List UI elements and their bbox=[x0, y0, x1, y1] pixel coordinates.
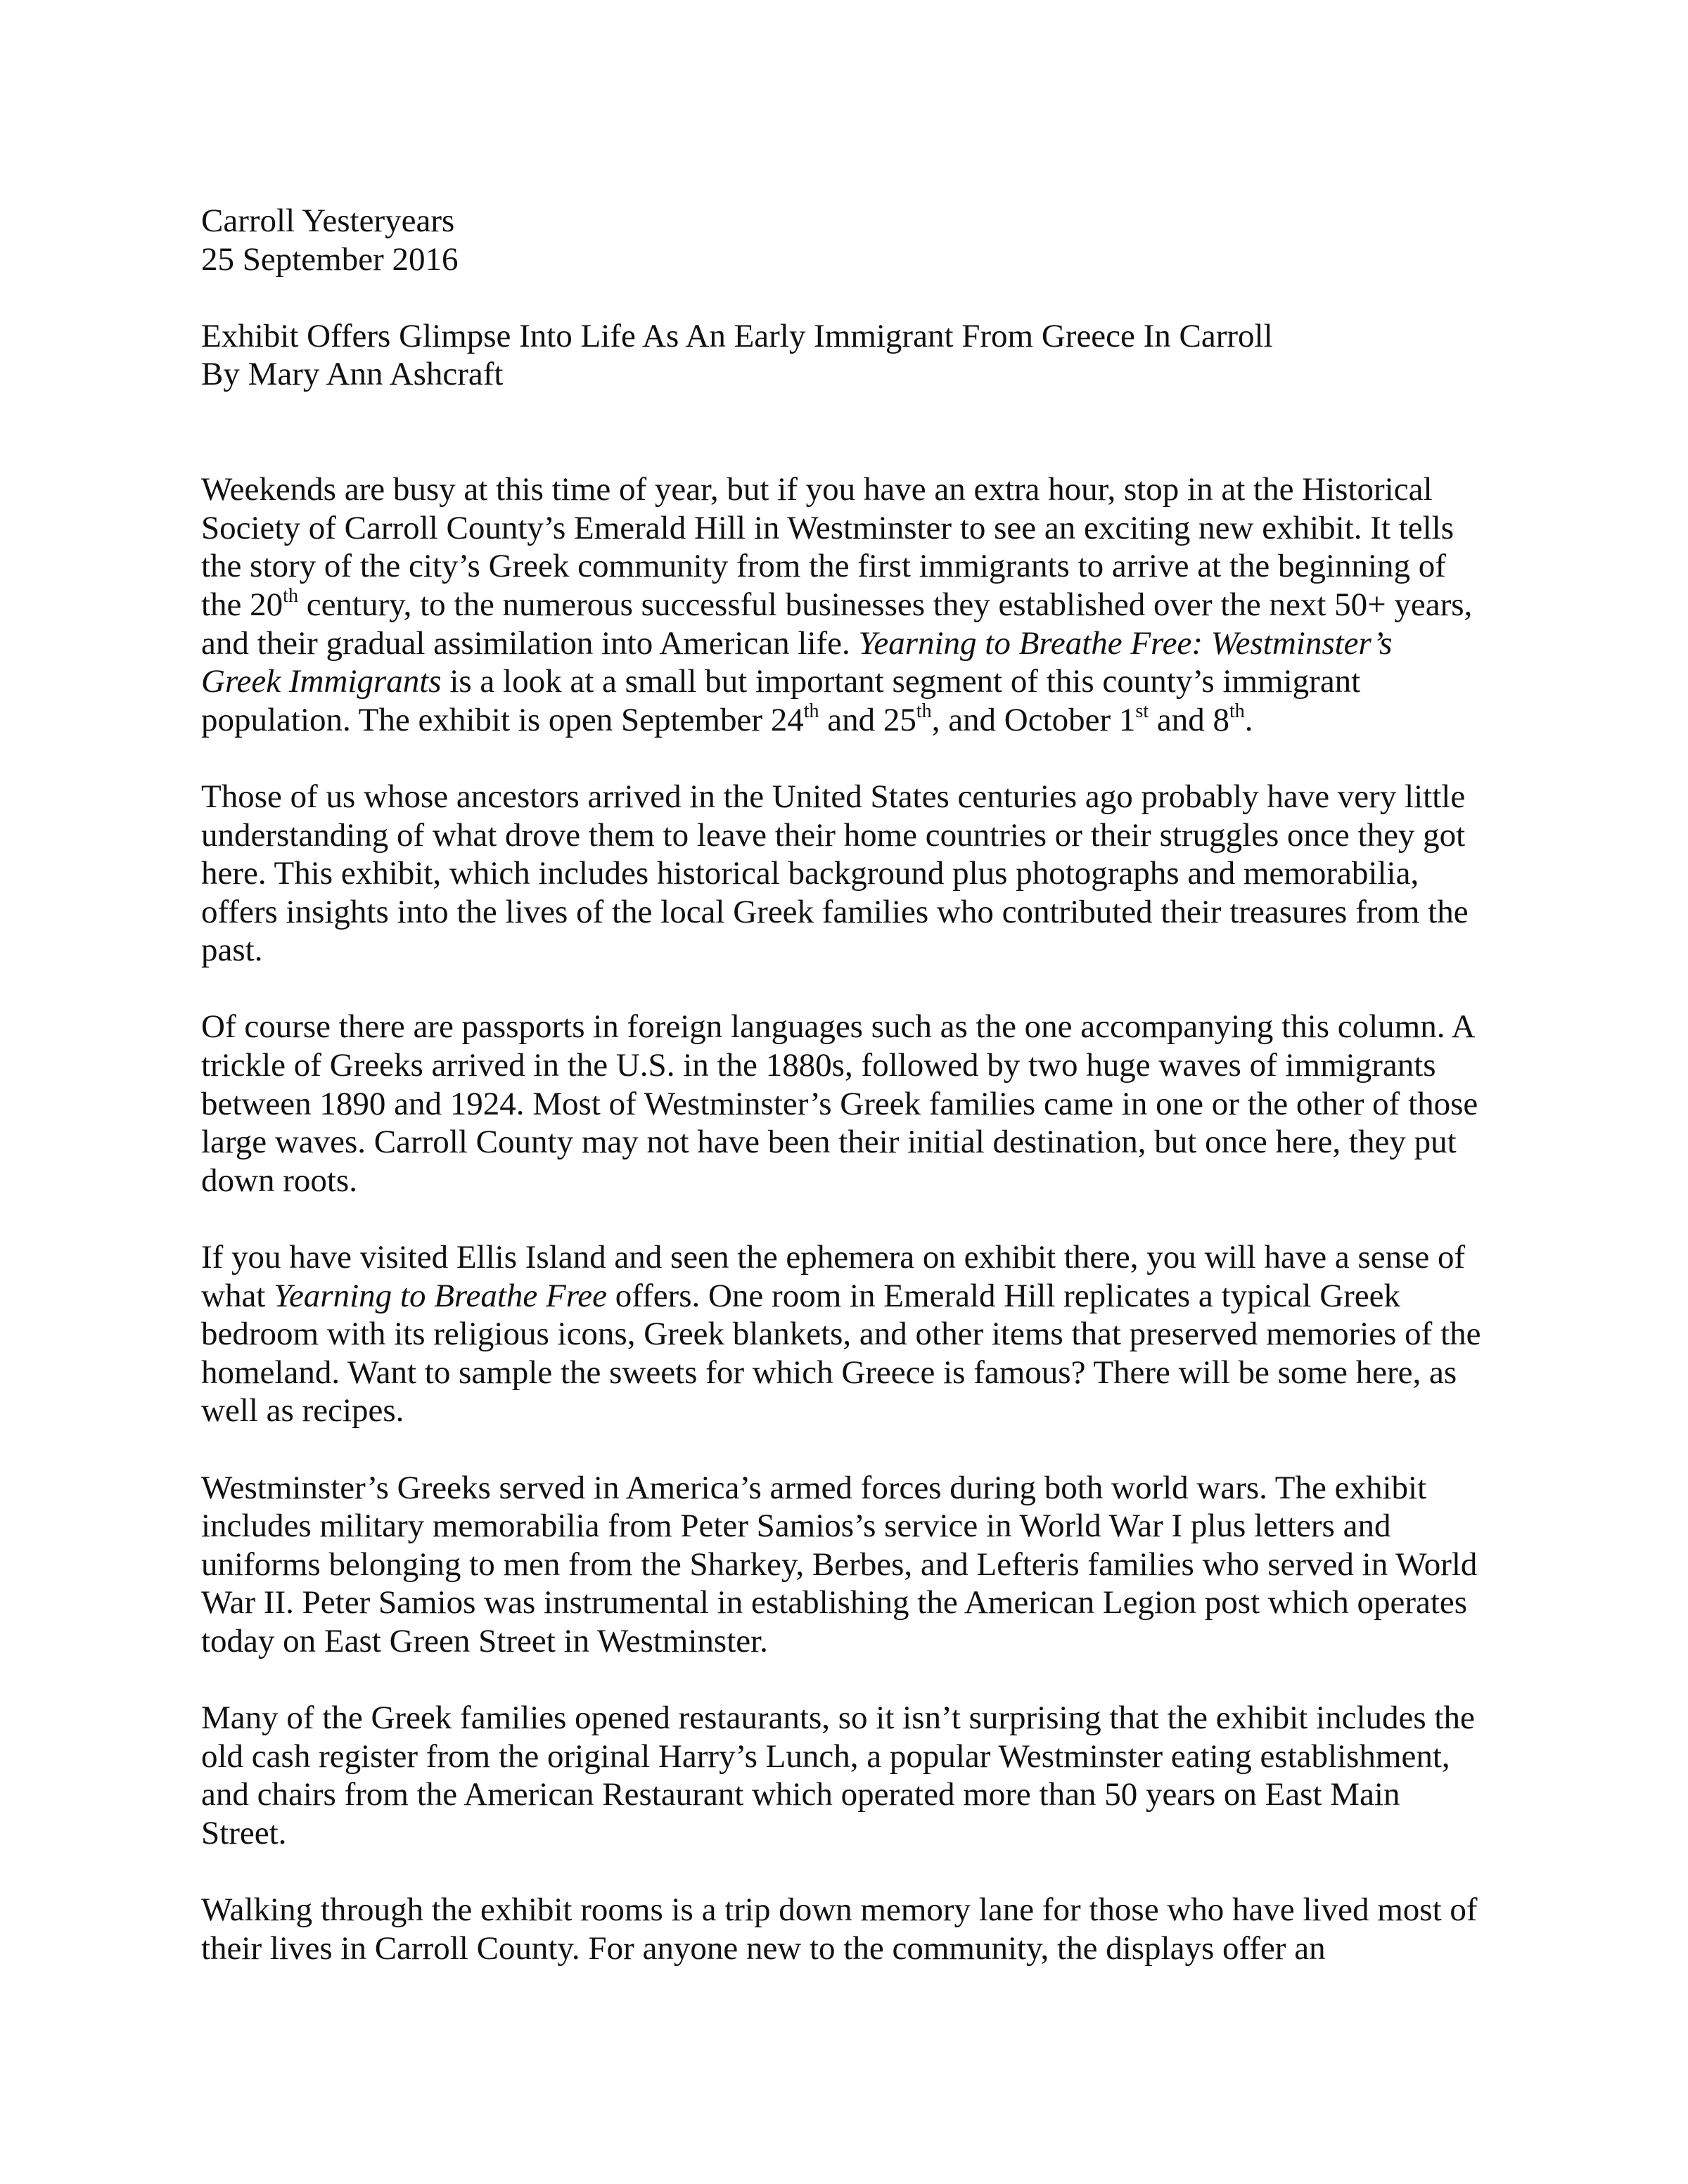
text-run: old cash register from the original Harry’s Lunch, a popular Westminster eating establishment, bbox=[201, 1737, 1450, 1775]
text-run: bedroom with its religious icons, Greek blankets, and other items that preserved memories of the bbox=[201, 1316, 1481, 1353]
text-run: offers insights into the lives of the local Greek families who contributed their treasures from the bbox=[201, 893, 1469, 930]
paragraph bbox=[201, 1238, 1537, 1430]
superscript: th bbox=[916, 700, 932, 723]
text-run: population. The exhibit is open September 24 bbox=[201, 701, 804, 738]
text-line bbox=[201, 778, 1537, 816]
text-run: trickle of Greeks arrived in the U.S. in the 1880s, followed by two huge waves of immigrants bbox=[201, 1047, 1436, 1084]
column-name: Carroll Yesteryears bbox=[201, 203, 455, 239]
spacer bbox=[201, 394, 1537, 432]
spacer bbox=[201, 1853, 1537, 1891]
text-run: down roots. bbox=[201, 1162, 357, 1199]
text-run: offers. One room in Emerald Hill replicates a typical Greek bbox=[606, 1277, 1401, 1314]
text-line bbox=[201, 1046, 1537, 1085]
text-run: includes military memorabilia from Peter Samios’s service in World War I plus letters and bbox=[201, 1508, 1391, 1545]
text-run: and chairs from the American Restaurant which operated more than 50 years on East Main bbox=[201, 1776, 1400, 1813]
spacer bbox=[201, 1200, 1537, 1238]
text-line bbox=[201, 1929, 1537, 1968]
spacer bbox=[201, 1661, 1537, 1700]
text-line bbox=[201, 1622, 1537, 1661]
text-run: large waves. Carroll County may not have been their initial destination, but once here, they put bbox=[201, 1124, 1457, 1161]
text-run: the story of the city’s Greek community from the first immigrants to arrive at the beginning of bbox=[201, 548, 1446, 585]
italic-text: Yearning to Breathe Free bbox=[274, 1277, 607, 1314]
text-line bbox=[201, 1737, 1537, 1776]
article-body bbox=[201, 470, 1537, 1967]
paragraph bbox=[201, 1008, 1537, 1200]
text-line bbox=[201, 1277, 1537, 1316]
text-run: understanding of what drove them to leave their home countries or their struggles once they got bbox=[201, 816, 1466, 854]
spacer bbox=[201, 432, 1537, 471]
byline: By Mary Ann Ashcraft bbox=[201, 356, 504, 393]
text-run: Weekends are busy at this time of year, but if you have an extra hour, stop in at the Historical bbox=[201, 471, 1433, 508]
text-run: the 20 bbox=[201, 586, 283, 623]
text-run: Society of Carroll County’s Emerald Hill in Westminster to see an exciting new exhibit. It tells bbox=[201, 509, 1454, 546]
paragraph bbox=[201, 1469, 1537, 1661]
text-line bbox=[201, 547, 1537, 586]
text-line bbox=[201, 1392, 1537, 1430]
text-line bbox=[201, 1315, 1537, 1354]
article-date: 25 September 2016 bbox=[201, 240, 459, 278]
text-line bbox=[201, 1123, 1537, 1162]
text-run: Of course there are passports in foreign languages such as the one accompanying this column. A bbox=[201, 1008, 1476, 1046]
text-line bbox=[201, 662, 1537, 701]
text-line bbox=[201, 509, 1537, 548]
text-run: If you have visited Ellis Island and seen the ephemera on exhibit there, you will have a sense of bbox=[201, 1239, 1466, 1276]
text-run: century, to the numerous successful businesses they established over the next 50+ years, bbox=[298, 586, 1473, 623]
text-run: uniforms belonging to men from the Sharkey, Berbes, and Lefteris families who served in World bbox=[201, 1546, 1478, 1583]
italic-text: Yearning to Breathe Free: Westminster’s bbox=[858, 624, 1393, 662]
text-line bbox=[201, 1584, 1537, 1622]
text-line bbox=[201, 470, 1537, 509]
text-line bbox=[201, 1354, 1537, 1392]
text-line bbox=[201, 1814, 1537, 1853]
text-run: and 8 bbox=[1149, 701, 1229, 738]
text-line bbox=[201, 1469, 1537, 1508]
spacer bbox=[201, 970, 1537, 1008]
text-line bbox=[201, 1507, 1537, 1546]
text-line bbox=[201, 1238, 1537, 1277]
text-run: and 25 bbox=[819, 701, 916, 738]
superscript: th bbox=[1229, 700, 1245, 723]
text-run: Street. bbox=[201, 1814, 287, 1851]
text-run: , and October 1 bbox=[931, 701, 1136, 738]
paragraph bbox=[201, 778, 1537, 970]
paragraph bbox=[201, 470, 1537, 739]
text-line bbox=[201, 1085, 1537, 1124]
superscript: st bbox=[1135, 700, 1149, 723]
text-run: Many of the Greek families opened restaurants, so it isn’t surprising that the exhibit includes the bbox=[201, 1700, 1475, 1737]
text-run: . bbox=[1244, 701, 1253, 738]
text-line bbox=[201, 816, 1537, 855]
text-line bbox=[201, 586, 1537, 624]
text-run: what bbox=[201, 1277, 274, 1314]
text-run: well as recipes. bbox=[201, 1392, 404, 1430]
paragraph bbox=[201, 1891, 1537, 1967]
text-run: Walking through the exhibit rooms is a trip down memory lane for those who have lived most of bbox=[201, 1891, 1478, 1929]
text-run: homeland. Want to sample the sweets for which Greece is famous? There will be some here, as bbox=[201, 1354, 1457, 1391]
text-line bbox=[201, 931, 1537, 970]
text-run: past. bbox=[201, 932, 263, 969]
superscript: th bbox=[283, 585, 298, 608]
superscript: th bbox=[803, 700, 819, 723]
article-title: Exhibit Offers Glimpse Into Life As An Early Immigrant From Greece In Carroll bbox=[201, 317, 1273, 354]
document-page bbox=[201, 202, 1537, 1967]
text-line bbox=[201, 1891, 1537, 1929]
text-line bbox=[201, 1008, 1537, 1046]
text-run: between 1890 and 1924. Most of Westminster’s Greek families came in one or the other of those bbox=[201, 1085, 1478, 1122]
paragraph bbox=[201, 1699, 1537, 1852]
text-line bbox=[201, 854, 1537, 893]
text-line bbox=[201, 1546, 1537, 1584]
text-line bbox=[201, 1775, 1537, 1814]
text-run: is a look at a small but important segment of this county’s immigrant bbox=[441, 663, 1361, 700]
spacer bbox=[201, 278, 1537, 317]
text-line bbox=[201, 701, 1537, 740]
spacer bbox=[201, 1430, 1537, 1469]
text-run: Westminster’s Greeks served in America’s armed forces during both world wars. The exhibit bbox=[201, 1469, 1427, 1506]
text-run: and their gradual assimilation into American life. bbox=[201, 624, 859, 662]
text-run: Those of us whose ancestors arrived in the United States centuries ago probably have very little bbox=[201, 778, 1466, 815]
spacer bbox=[201, 739, 1537, 778]
text-run: today on East Green Street in Westminster. bbox=[201, 1622, 768, 1659]
text-run: their lives in Carroll County. For anyone new to the community, the displays offer an bbox=[201, 1929, 1326, 1967]
italic-text: Greek Immigrants bbox=[201, 663, 442, 700]
text-line bbox=[201, 1162, 1537, 1200]
text-line bbox=[201, 893, 1537, 932]
text-run: War II. Peter Samios was instrumental in establishing the American Legion post which operates bbox=[201, 1584, 1468, 1621]
text-line bbox=[201, 1699, 1537, 1737]
text-run: here. This exhibit, which includes historical background plus photographs and memorabilia, bbox=[201, 855, 1419, 892]
text-line bbox=[201, 624, 1537, 663]
